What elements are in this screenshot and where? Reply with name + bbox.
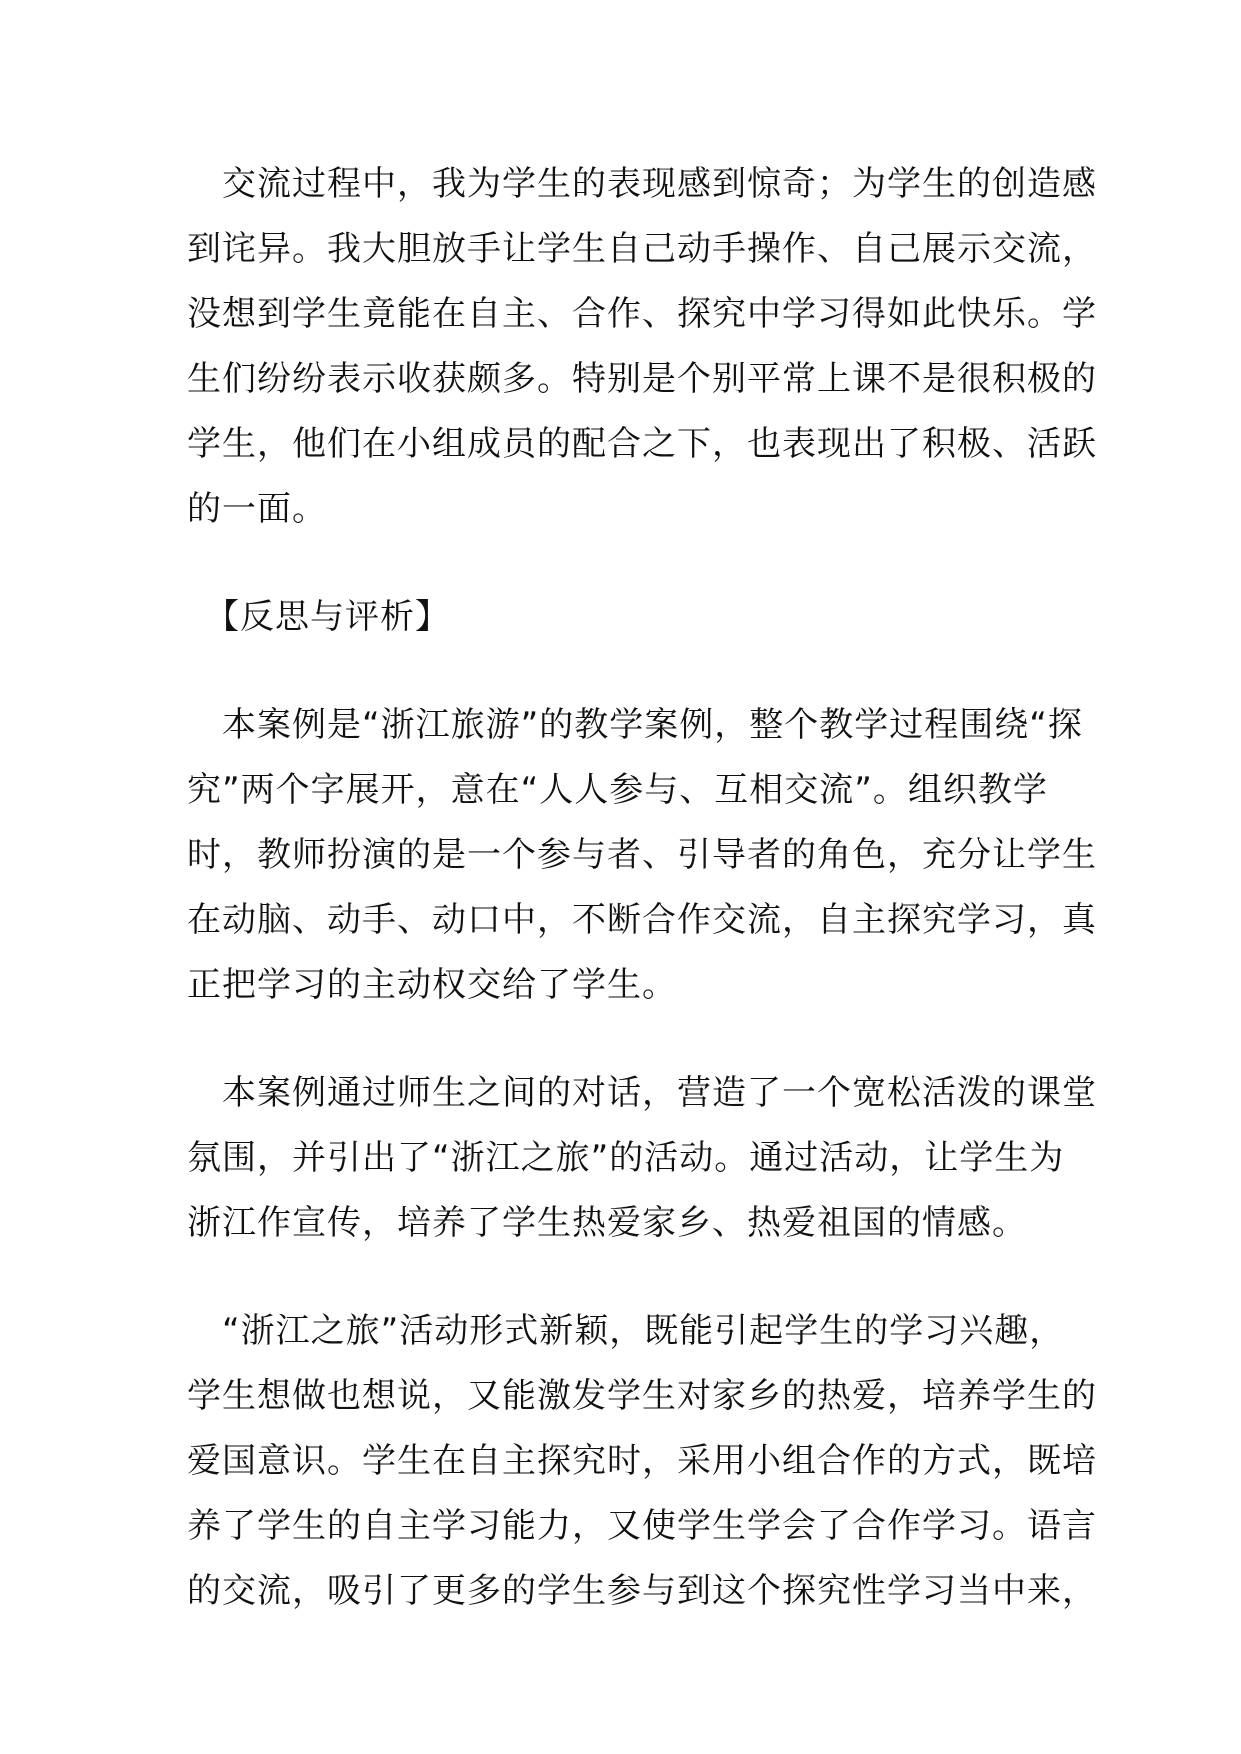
heading-line: 【反思与评析】 — [187, 597, 450, 637]
text-line: 爱国意识。学生在自主探究时，采用小组合作的方式，既培 — [187, 1441, 1097, 1481]
text-line: 正把学习的主动权交给了学生。 — [187, 965, 677, 1005]
text-line: 时，教师扮演的是一个参与者、引导者的角色，充分让学生 — [187, 835, 1097, 875]
text-line: 学生，他们在小组成员的配合之下，也表现出了积极、活跃 — [187, 424, 1097, 464]
paragraph-3 — [187, 1061, 1097, 1256]
text-line: 本案例是“浙江旅游”的教学案例，整个教学过程围绕“探 — [187, 705, 1083, 745]
text-line: 到诧异。我大胆放手让学生自己动手操作、自己展示交流， — [187, 229, 1097, 269]
paragraph-gap — [187, 1256, 1057, 1299]
text-line: 浙江作宣传，培养了学生热爱家乡、热爱祖国的情感。 — [187, 1203, 1027, 1243]
section-heading — [187, 585, 1057, 650]
text-line: 的交流，吸引了更多的学生参与到这个探究性学习当中来， — [187, 1571, 1097, 1611]
text-line: 学生想做也想说，又能激发学生对家乡的热爱，培养学生的 — [187, 1376, 1097, 1416]
text-line: 本案例通过师生之间的对话，营造了一个宽松活泼的课堂 — [187, 1073, 1097, 1113]
paragraph-2 — [187, 693, 1097, 1018]
text-line: 究”两个字展开，意在“人人参与、互相交流”。组织教学 — [187, 770, 1048, 810]
text-line: 氛围，并引出了“浙江之旅”的活动。通过活动，让学生为 — [187, 1138, 1065, 1178]
text-line: 没想到学生竟能在自主、合作、探究中学习得如此快乐。学 — [187, 294, 1097, 334]
paragraph-gap — [187, 542, 1057, 585]
paragraph-gap — [187, 1018, 1057, 1061]
paragraph-4 — [187, 1299, 1097, 1624]
text-line: “浙江之旅”活动形式新颖，既能引起学生的学习兴趣， — [187, 1311, 1065, 1351]
text-line: 在动脑、动手、动口中，不断合作交流，自主探究学习，真 — [187, 900, 1097, 940]
text-line: 养了学生的自主学习能力，又使学生学会了合作学习。语言 — [187, 1506, 1097, 1546]
paragraph-1 — [187, 152, 1097, 542]
paragraph-gap — [187, 650, 1057, 693]
text-line: 生们纷纷表示收获颇多。特别是个别平常上课不是很积极的 — [187, 359, 1097, 399]
document-body — [187, 152, 1097, 1624]
text-line: 交流过程中，我为学生的表现感到惊奇；为学生的创造感 — [187, 164, 1097, 204]
text-line: 的一面。 — [187, 489, 327, 529]
